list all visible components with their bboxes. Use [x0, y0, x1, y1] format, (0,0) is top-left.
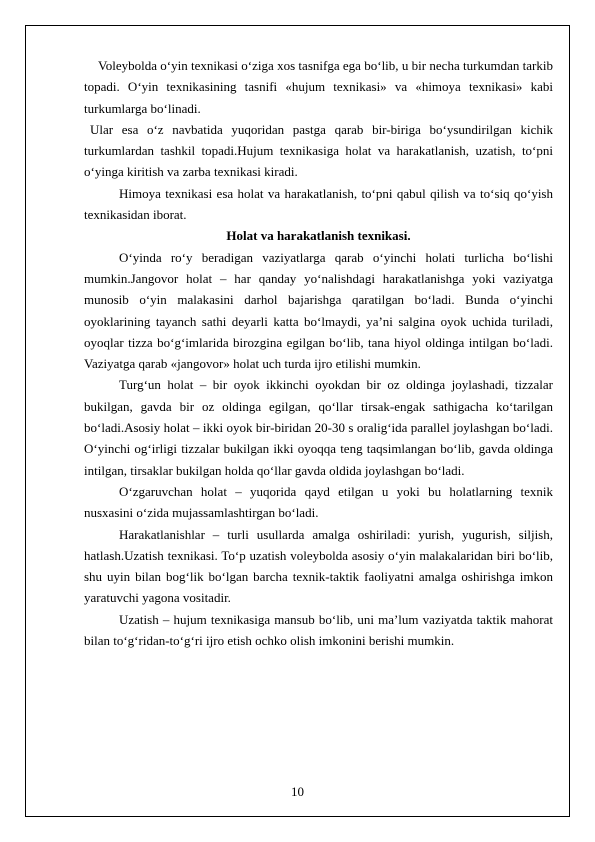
document-body [84, 55, 553, 651]
paragraph-5: Turg‘un holat – bir oyok ikkinchi oyokdan bir oz oldinga joylashadi, tizzalar bukilgan, gavda bir oz oldinga egilgan, qo‘llar tirsak-engak sathigacha ko‘tarilgan bo‘ladi.Asosiy holat – ikki oyok bir-biridan 20-30 s oralig‘ida parallel joylashgan bo‘ladi. O‘yinchi og‘irligi tizzalar bukilgan ikki oyoqqa teng taqsimlangan bo‘lib, gavda oldinga intilgan, tirsaklar bukilgan holda qo‘llar gavda oldida joylashgan bo‘ladi. [84, 377, 553, 478]
section-heading: Holat va harakatlanish texnikasi. [226, 228, 411, 244]
paragraph-3: Himoya texnikasi esa holat va harakatlanish, to‘pni qabul qilish va to‘siq qo‘yish texnikasidan iborat. [84, 185, 553, 223]
paragraph-8: Uzatish – hujum texnikasiga mansub bo‘lib, uni ma’lum vaziyatda taktik mahorat bilan to‘g‘ridan-to‘g‘ri ijro etish ochko olish imkonini berishi mumkin. [84, 611, 553, 649]
paragraph-1: Voleybolda o‘yin texnikasi o‘ziga xos tasnifga ega bo‘lib, u bir necha turkumdan tarkib topadi. O‘yin texnikasining tasnifi «hujum texnikasi» va «himoya texnikasi» kabi turkumlarga bo‘linadi. [84, 58, 553, 116]
paragraph-4: O‘yinda ro‘y beradigan vaziyatlarga qarab o‘yinchi holati turlicha bo‘lishi mumkin.Jangovor holat – har qanday yo‘nalishdagi harakatlanishga yoki vaziyatga munosib o‘yin malakasini darhol bajarishga qaratilgan bo‘ladi. Bunda o‘yinchi oyoklarining tayanch sathi deyarli katta bo‘lmaydi, ya’ni salgina oyok uchida turiladi, oyoqlar tizza bo‘g‘imlarida birozgina egilgan bo‘lib, tana hiyol oldinga intilgan bo‘ladi. Vaziyatga qarab «jangovor» holat uch turda ijro etilishi mumkin. [84, 249, 553, 372]
paragraph-7: Harakatlanishlar – turli usullarda amalga oshiriladi: yurish, yugurish, siljish, hatlash.Uzatish texnikasi. To‘p uzatish voleybolda asosiy o‘yin malakalaridan biri bo‘lib, shu uyin bilan bog‘lik bo‘lgan barcha texnik-taktik faoliyatni amalga oshirishga imkon yaratuvchi yagona vositadir. [84, 526, 553, 606]
paragraph-6: O‘zgaruvchan holat – yuqorida qayd etilgan u yoki bu holatlarning texnik nusxasini o‘zida mujassamlashtirgan bo‘ladi. [84, 483, 553, 521]
paragraph-2: Ular esa o‘z navbatida yuqoridan pastga qarab bir-biriga bo‘ysundirilgan kichik turkumlardan tashkil topadi.Hujum texnikasiga holat va harakatlanish, uzatish, to‘pni o‘yinga kiritish va zarba texnikasi kiradi. [84, 121, 553, 180]
page-number: 10 [291, 784, 304, 799]
